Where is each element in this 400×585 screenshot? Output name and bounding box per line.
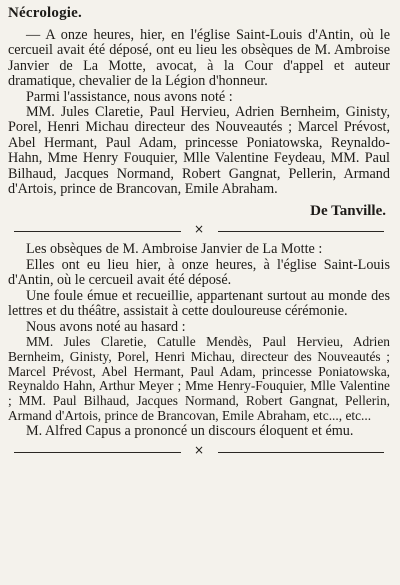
article2-paragraph-4: Nous avons noté au hasard : [26, 318, 186, 335]
separator-line-right [218, 231, 385, 232]
article1-attendee-list: MM. Jules Claretie, Paul Hervieu, Adrien Bernheim, Ginisty, Porel, Henri Michau directeur des Nouveautés ; Marcel Prévost, Abel Hermant, Paul Adam, princesse Poniatowska, Reynaldo-Hahn, Mme Henry Fouquier, Mlle Valentine Feydeau, MM. Paul Bilhaud, Jacques Normand, Robert Gangnat, Pellerin, Armand d'Artois, prince de Brancovan, Emile Abraham. [8, 104, 390, 198]
author-signature: De Tanville. [310, 203, 386, 220]
separator-cross-icon: × [190, 443, 208, 457]
article2-paragraph-2: Elles ont eu lieu hier, à onze heures, à l'église Saint-Louis d'Antin, où le cercueil avait été déposé. [8, 256, 390, 289]
section-heading: Nécrologie. [8, 5, 82, 21]
separator-line-left [14, 231, 181, 232]
section-separator [14, 222, 384, 238]
article1-paragraph-2: Parmi l'assistance, nous avons noté : [26, 88, 233, 105]
article2-paragraph-3: Une foule émue et recueillie, appartenant surtout au monde des lettres et du théâtre, assistait à cette douloureuse cérémonie. [8, 287, 390, 320]
article2-paragraph-6: M. Alfred Capus a prononcé un discours éloquent et ému. [26, 422, 354, 439]
separator-line-right [218, 452, 385, 453]
separator-cross-icon: × [190, 222, 208, 236]
article2-attendee-list: MM. Jules Claretie, Catulle Mendès, Paul Hervieu, Adrien Bernheim, Ginisty, Porel, Henri Michau, directeur des Nouveautés ; Marcel Prévost, Abel Hermant, Paul Adam, princesse Poniatowska, Reynaldo Hahn, Arthur Meyer ; Mme Henry-Fouquier, Mlle Valentine ; MM. Paul Bilhaud, Jacques Normand, Robert Gangnat, Pellerin, Armand d'Artois, prince de Brancovan, Emile Abraham, etc..., etc... [8, 333, 390, 423]
separator-line-left [14, 452, 181, 453]
article1-paragraph-1: — A onze heures, hier, en l'église Saint-Louis d'Antin, où le cercueil avait été déposé, ont eu lieu les obsèques de M. Ambroise Janvier de La Motte, avocat, à la Cour d'appel et auteur dramatique, chevalier de la Légion d'honneur. [8, 27, 390, 90]
article2-paragraph-1: Les obsèques de M. Ambroise Janvier de La Motte : [26, 241, 323, 258]
bottom-separator [14, 443, 384, 459]
